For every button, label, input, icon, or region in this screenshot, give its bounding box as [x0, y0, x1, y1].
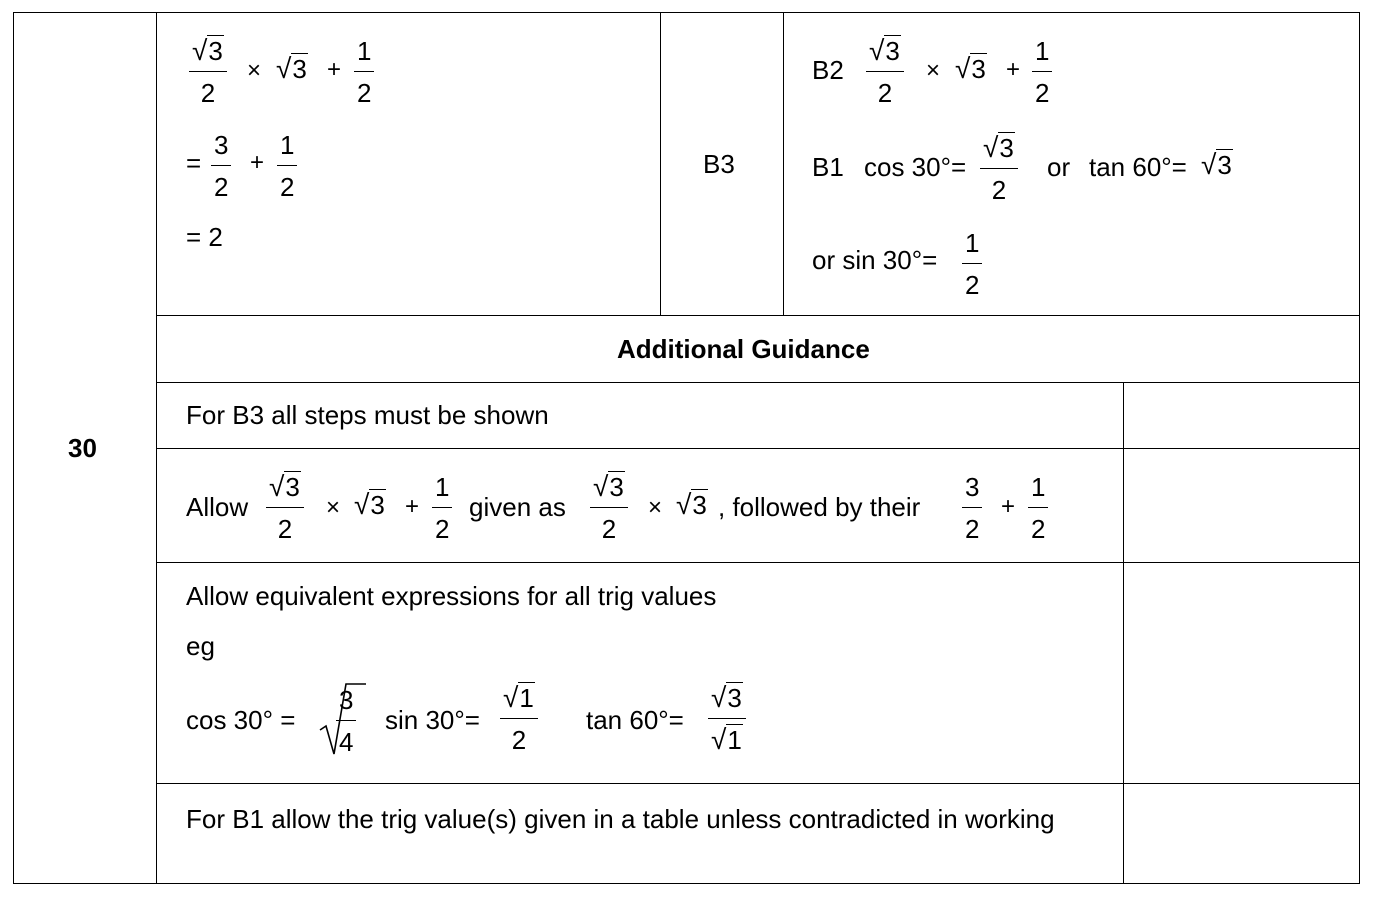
- square-root-sign: √3: [983, 132, 1014, 163]
- mark-label: B1: [812, 152, 844, 182]
- mark-column-right-divider: [783, 12, 784, 315]
- fraction: 3 2: [211, 130, 231, 202]
- table-top-border: [13, 12, 1360, 13]
- guidance-row-4: For B1 allow the trig value(s) given in a table unless contradicted in working: [186, 804, 1055, 834]
- row-divider: [156, 448, 1360, 449]
- fraction: [708, 683, 746, 755]
- mark-column-left-divider: [660, 12, 661, 315]
- guidance-heading: Additional Guidance: [617, 334, 870, 364]
- mark-cell: B3: [703, 149, 735, 179]
- guidance-row-1: For B3 all steps must be shown: [186, 400, 549, 430]
- row-divider: [156, 562, 1360, 563]
- table-left-border: [13, 12, 14, 884]
- times-sign: ×: [326, 494, 341, 521]
- sin-30-label: or sin 30°=: [812, 245, 938, 275]
- square-root: √3: [354, 489, 385, 520]
- times-sign: ×: [648, 494, 663, 521]
- square-root-sign: √3: [869, 35, 900, 66]
- sin-30-label: sin 30°=: [385, 705, 480, 735]
- guidance-row-3-title: Allow equivalent expressions for all trig values: [186, 581, 717, 611]
- guidance-side-column-divider: [1123, 382, 1124, 884]
- square-root-sign: √3: [269, 471, 300, 502]
- fraction: √3 2: [980, 133, 1018, 205]
- row-divider: [156, 315, 1360, 316]
- eg-text: eg: [186, 631, 215, 661]
- fraction: 1 2: [432, 472, 452, 544]
- square-root-sign: √1: [711, 724, 742, 755]
- row-divider: [156, 382, 1360, 383]
- fraction: 3 4: [336, 685, 356, 757]
- square-root-sign: √1: [503, 682, 534, 713]
- fraction: √3 2: [866, 36, 904, 108]
- fraction: 1 2: [962, 228, 982, 300]
- square-root: √3: [1201, 149, 1232, 180]
- fraction: 1 2: [1028, 472, 1048, 544]
- square-root: √3: [955, 53, 986, 84]
- fraction: √3 2: [189, 36, 227, 108]
- plus-sign: +: [1006, 56, 1021, 83]
- fraction: √1 2: [500, 683, 538, 755]
- tan-60-label: tan 60°=: [1089, 152, 1187, 182]
- plus-sign: +: [1001, 493, 1016, 520]
- plus-sign: +: [405, 493, 420, 520]
- allow-text: Allow: [186, 492, 249, 522]
- fraction: 1 2: [1032, 36, 1052, 108]
- fraction: 1 2: [354, 36, 374, 108]
- table-bottom-border: [13, 883, 1360, 884]
- square-root: √3: [676, 489, 707, 520]
- plus-sign: +: [250, 149, 265, 176]
- times-sign: ×: [247, 57, 262, 84]
- square-root: √3: [276, 53, 307, 84]
- or-text: or: [1047, 152, 1071, 182]
- tan-60-label: tan 60°=: [586, 705, 684, 735]
- square-root-sign: √3: [711, 682, 742, 713]
- row-divider: [156, 783, 1360, 784]
- times-sign: ×: [926, 57, 941, 84]
- equals-sign: =: [186, 148, 202, 178]
- given-as-text: given as: [469, 492, 566, 522]
- square-root-sign: √3: [192, 35, 223, 66]
- cos-30-label: cos 30° =: [186, 705, 296, 735]
- square-root-sign: √3: [593, 471, 624, 502]
- fraction: 3 2: [962, 472, 982, 544]
- fraction: √3 2: [590, 472, 628, 544]
- mark-label: B2: [812, 55, 844, 85]
- followed-by-text: , followed by their: [718, 492, 921, 522]
- fraction: 1 2: [277, 130, 297, 202]
- cos-30-label: cos 30°=: [864, 152, 967, 182]
- fraction: √3 2: [266, 472, 304, 544]
- question-number: 30: [68, 433, 97, 463]
- working-line-3: = 2: [186, 222, 223, 252]
- plus-sign: +: [327, 56, 342, 83]
